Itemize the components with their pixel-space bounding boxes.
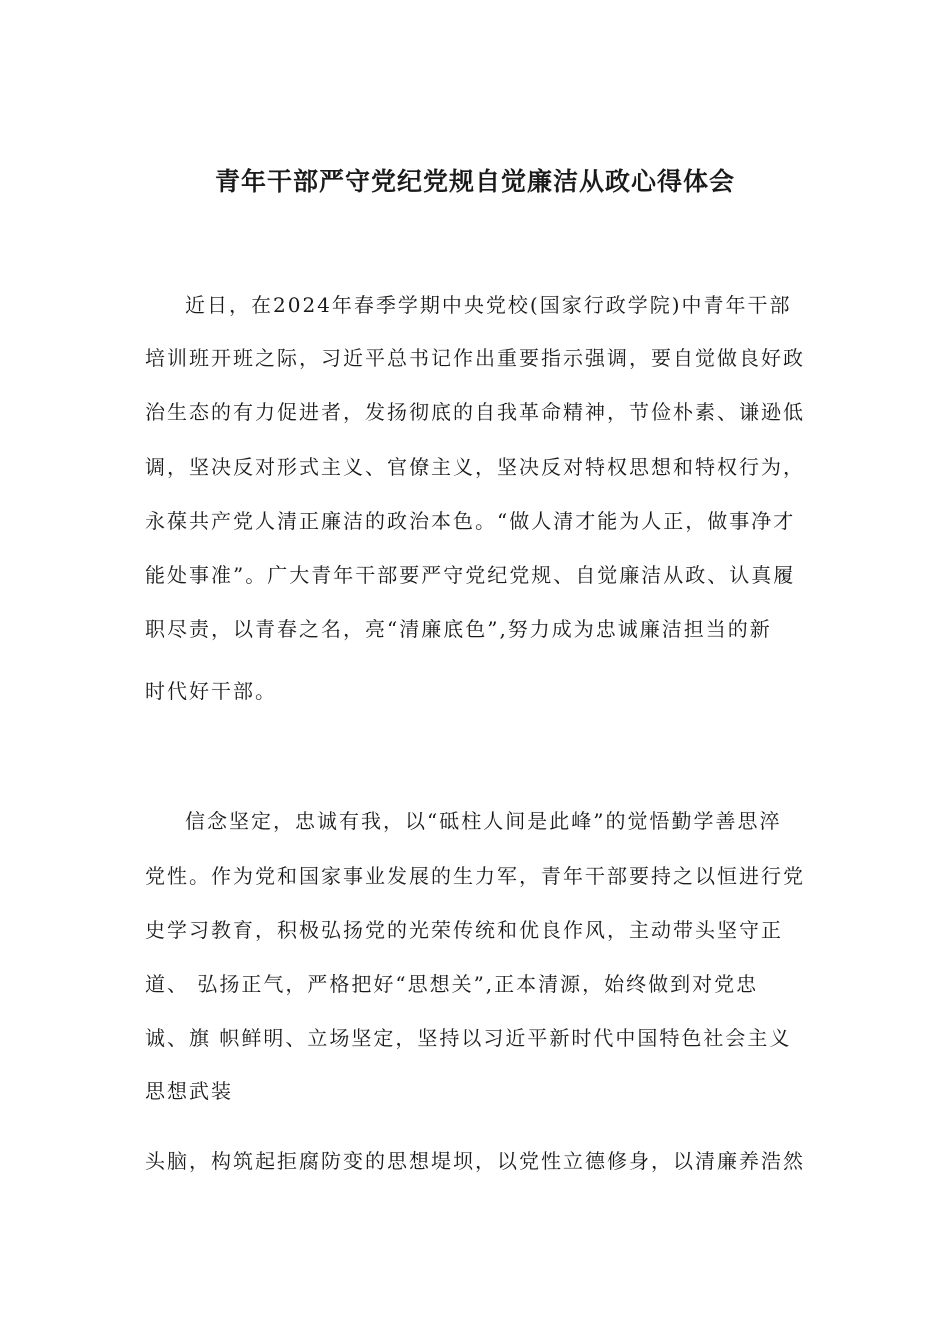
paragraph-line: 史学习教育，积极弘扬党的光荣传统和优良作风，主动带头坚守正 bbox=[145, 918, 783, 942]
paragraph-line: 调，坚决反对形式主义、官僚主义，坚决反对特权思想和特权行为， bbox=[145, 455, 805, 479]
paragraph-line: 永葆共产党人清正廉洁的政治本色。“做人清才能为人正，做事净才 bbox=[145, 509, 796, 533]
paragraph-line: 培训班开班之际，习近平总书记作出重要指示强调，要自觉做良好政 bbox=[145, 346, 805, 370]
paragraph-line: 头脑，构筑起拒腐防变的思想堤坝，以党性立德修身，以清廉养浩然 bbox=[145, 1149, 805, 1173]
paragraph-line: 时代好干部。 bbox=[145, 679, 277, 703]
paragraph-line: 诚、旗 帜鲜明、立场坚定，坚持以习近平新时代中国特色社会主义 bbox=[145, 1026, 792, 1050]
paragraph-line: 职尽责，以青春之名，亮“清廉底色”,努力成为忠诚廉洁担当的新 bbox=[145, 617, 772, 641]
paragraph-line: 党性。作为党和国家事业发展的生力军，青年干部要持之以恒进行党 bbox=[145, 864, 805, 888]
paragraph-line: 近日，在2024年春季学期中央党校(国家行政学院)中青年干部 bbox=[185, 293, 792, 317]
paragraph-line: 治生态的有力促进者，发扬彻底的自我革命精神，节俭朴素、谦逊低 bbox=[145, 400, 805, 424]
paragraph-line: 道、 弘扬正气，严格把好“思想关”,正本清源，始终做到对党忠 bbox=[145, 972, 759, 996]
paragraph-line: 思想武装 bbox=[145, 1079, 233, 1103]
paragraph-line: 信念坚定，忠诚有我，以“砥柱人间是此峰”的觉悟勤学善思淬 bbox=[185, 809, 782, 833]
document-title: 青年干部严守党纪党规自觉廉洁从政心得体会 bbox=[214, 167, 735, 196]
paragraph-line: 能处事准”。广大青年干部要严守党纪党规、自觉廉洁从政、认真履 bbox=[145, 563, 796, 587]
